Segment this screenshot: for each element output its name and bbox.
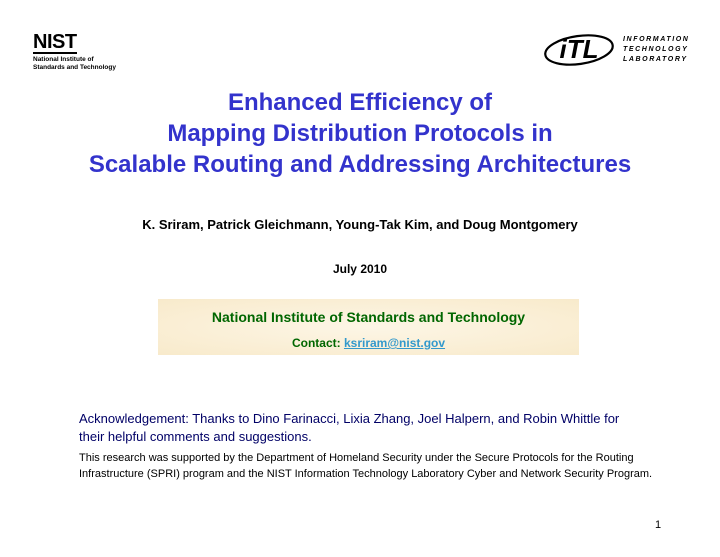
- itl-logo: [543, 30, 693, 72]
- contact-email-link[interactable]: ksriram@nist.gov: [343, 336, 446, 350]
- contact-label: Contact:: [291, 336, 341, 350]
- itl-logo-mark-icon: [543, 32, 615, 68]
- nist-logo-line2: Standards and Technology: [33, 64, 116, 71]
- page-number: 1: [655, 519, 662, 531]
- itl-logo-line2: TECHNOLOGY: [623, 46, 689, 53]
- page-title: [0, 87, 720, 180]
- title-line1: Enhanced Efficiency of: [227, 89, 493, 116]
- organization-name: National Institute of Standards and Technology: [211, 309, 526, 325]
- nist-logo-word: NIST: [33, 31, 77, 53]
- organization-box: [158, 299, 579, 355]
- contact-line: [158, 336, 579, 350]
- itl-logo-text: [623, 35, 689, 65]
- authors: K. Sriram, Patrick Gleichmann, Young-Tak Kim, and Doug Montgomery: [142, 217, 578, 232]
- acknowledgement: Acknowledgement: Thanks to Dino Farinacci, Lixia Zhang, Joel Halpern, and Robin Whittle for their helpful comments and suggestions.: [79, 411, 620, 444]
- title-line2: Mapping Distribution Protocols in: [167, 120, 553, 147]
- itl-logo-mark-text: iTL: [559, 34, 599, 64]
- itl-logo-line1: INFORMATION: [623, 36, 690, 43]
- nist-logo-line1: National Institute of: [33, 56, 94, 63]
- nist-logo-subtitle: [33, 56, 143, 72]
- nist-logo: [33, 32, 143, 72]
- funding-note: This research was supported by the Department of Homeland Security under the Secure Protocols for the Routing Infrastructure (SPRI) program and the NIST Information Technology Laboratory Cyber and Network Security Program.: [79, 452, 653, 480]
- date: July 2010: [332, 262, 388, 276]
- title-line3: Scalable Routing and Addressing Architectures: [88, 151, 632, 178]
- itl-logo-line3: LABORATORY: [623, 56, 688, 63]
